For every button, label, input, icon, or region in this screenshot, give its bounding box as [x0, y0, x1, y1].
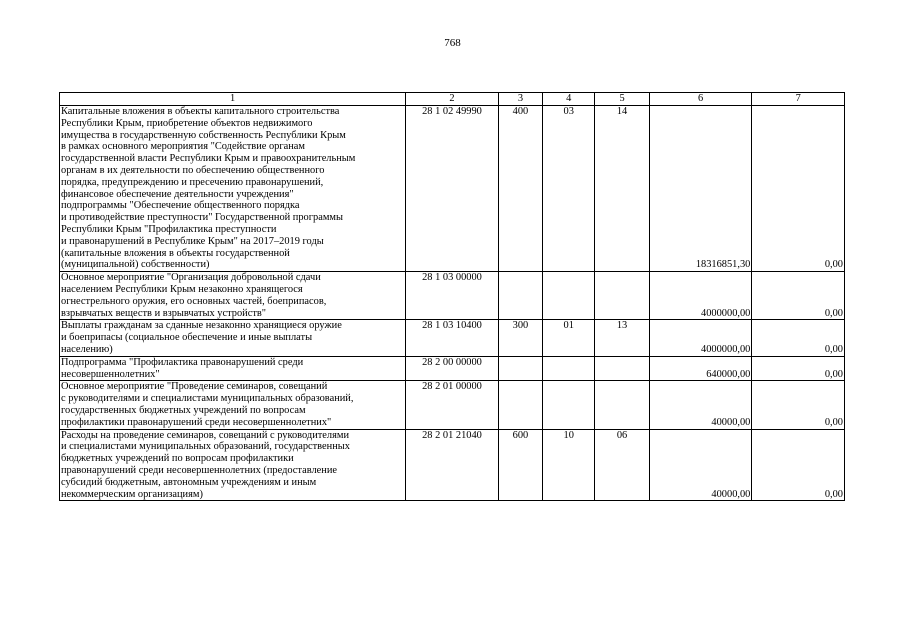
column-header: 4: [543, 93, 595, 106]
row-amount-2: 0,00: [752, 320, 845, 356]
row-target-code: 28 2 01 21040: [406, 429, 499, 501]
row-section: 03: [543, 106, 595, 272]
row-expense-type: 300: [498, 320, 542, 356]
row-amount-1: 4000000,00: [649, 272, 752, 320]
row-name: Выплаты гражданам за сданные незаконно хранящиеся оружие и боеприпасы (социальное обеспечение и иные выплаты населению): [60, 320, 406, 356]
column-header: 6: [649, 93, 752, 106]
column-header: 3: [498, 93, 542, 106]
row-section: 01: [543, 320, 595, 356]
column-header: 5: [595, 93, 649, 106]
row-name: Капитальные вложения в объекты капитального строительства Республики Крым, приобретение объектов недвижимого имущества в государственную собственность Республики Крым в рамках основного мероприятия "Содействие органам государственной власти Республики Крым и правоохранительным органам в их деятельности по обеспечению общественного порядка, предупреждению и пресечению правонарушений, финансовое обеспечение деятельности учреждения" подпрограммы "Обеспечение общественного порядка и противодействие преступности" Государственной программы Республики Крым "Профилактика преступности и правонарушений в Республике Крым" на 2017–2019 годы (капитальные вложения в объекты государственной (муниципальной) собственности): [60, 106, 406, 272]
row-expense-type: 400: [498, 106, 542, 272]
row-amount-2: 0,00: [752, 106, 845, 272]
row-subsection: [595, 381, 649, 429]
row-target-code: 28 2 01 00000: [406, 381, 499, 429]
row-subsection: 06: [595, 429, 649, 501]
page-number: 768: [444, 37, 461, 49]
row-target-code: 28 1 03 10400: [406, 320, 499, 356]
row-section: [543, 272, 595, 320]
row-expense-type: [498, 356, 542, 381]
row-name: Основное мероприятие "Проведение семинаров, совещаний с руководителями и специалистами муниципальных образований, государственных бюджетных учреждений по вопросам профилактики правонарушений среди несовершеннолетних": [60, 381, 406, 429]
row-name: Расходы на проведение семинаров, совещаний с руководителями и специалистами муниципальных образований, государственных бюджетных учреждений по вопросам профилактики правонарушений среди несовершеннолетних (предоставление субсидий бюджетным, автономным учреждениям и иным некоммерческим организациям): [60, 429, 406, 501]
table-header-row: [60, 93, 845, 106]
row-section: 10: [543, 429, 595, 501]
row-amount-2: 0,00: [752, 356, 845, 381]
row-target-code: 28 1 02 49990: [406, 106, 499, 272]
column-header: 1: [60, 93, 406, 106]
row-name: Подпрограмма "Профилактика правонарушений среди несовершеннолетних": [60, 356, 406, 381]
row-subsection: [595, 272, 649, 320]
column-header: 7: [752, 93, 845, 106]
table-row: [60, 106, 845, 272]
table-row: [60, 429, 845, 501]
row-amount-1: 640000,00: [649, 356, 752, 381]
row-amount-2: 0,00: [752, 381, 845, 429]
table-row: [60, 272, 845, 320]
table-row: [60, 381, 845, 429]
row-expense-type: 600: [498, 429, 542, 501]
row-target-code: 28 1 03 00000: [406, 272, 499, 320]
row-amount-1: 40000,00: [649, 429, 752, 501]
budget-table: [59, 92, 845, 501]
row-name: Основное мероприятие "Организация добровольной сдачи населением Республики Крым незаконно хранящегося огнестрельного оружия, его основных частей, боеприпасов, взрывчатых веществ и взрывчатых устройств": [60, 272, 406, 320]
row-target-code: 28 2 00 00000: [406, 356, 499, 381]
row-expense-type: [498, 272, 542, 320]
row-amount-1: 40000,00: [649, 381, 752, 429]
row-amount-2: 0,00: [752, 272, 845, 320]
row-section: [543, 381, 595, 429]
column-header: 2: [406, 93, 499, 106]
row-subsection: [595, 356, 649, 381]
row-amount-1: 4000000,00: [649, 320, 752, 356]
row-subsection: 14: [595, 106, 649, 272]
row-expense-type: [498, 381, 542, 429]
row-subsection: 13: [595, 320, 649, 356]
row-section: [543, 356, 595, 381]
table-row: [60, 356, 845, 381]
row-amount-2: 0,00: [752, 429, 845, 501]
table-row: [60, 320, 845, 356]
row-amount-1: 18316851,30: [649, 106, 752, 272]
